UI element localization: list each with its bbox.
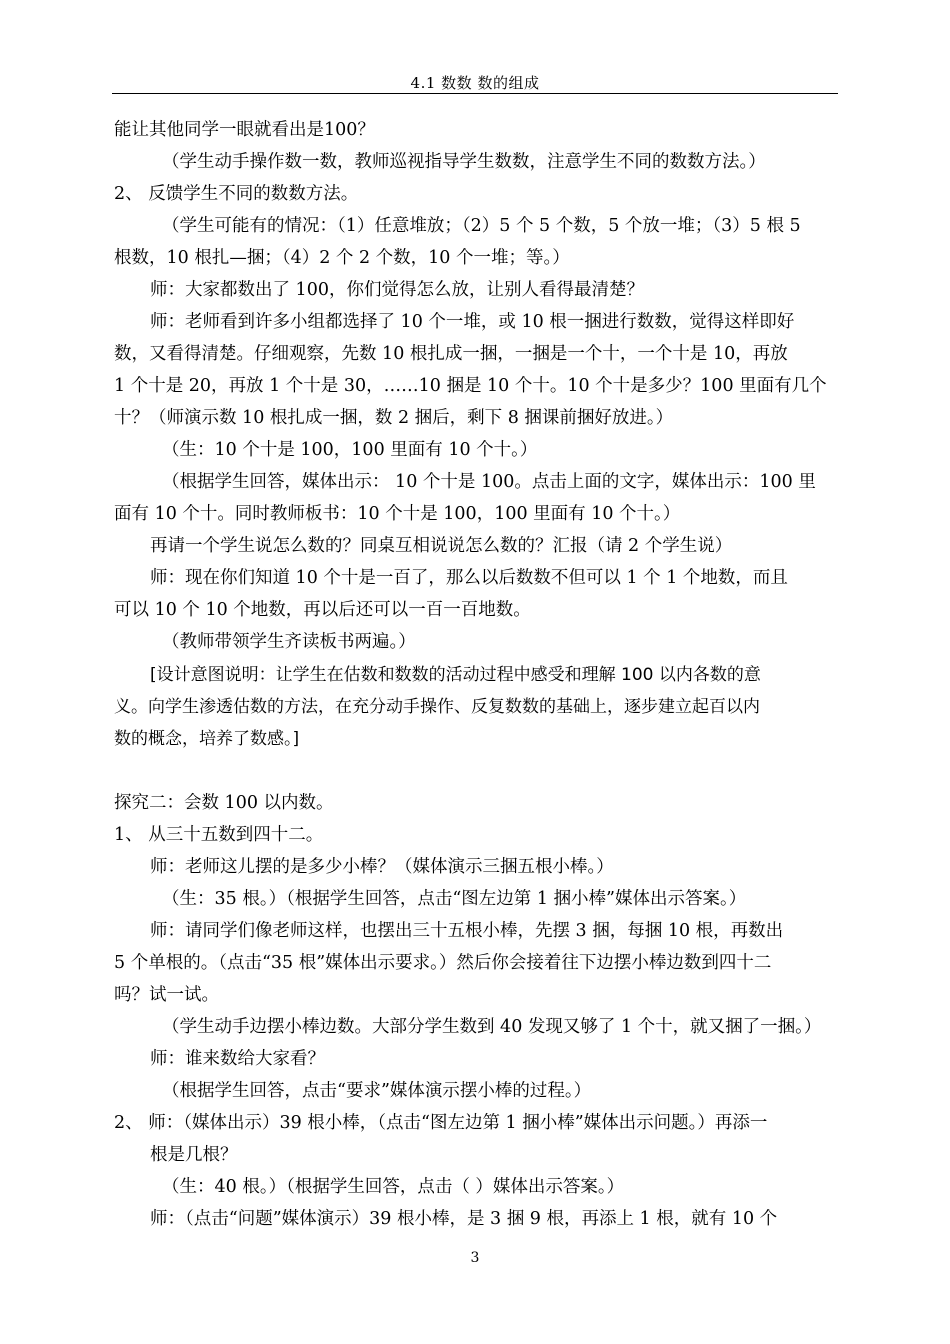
text-line: 师：（点击“问题”媒体演示）39 根小棒，是 3 捆 9 根，再添上 1 根，就有 10 个 xyxy=(150,1209,778,1229)
design-note-line: [设计意图说明：让学生在估数和数数的活动过程中感受和理解 100 以内各数的意 xyxy=(150,665,761,685)
text-line: （根据学生回答，媒体出示： 10 个十是 100。点击上面的文字，媒体出示：100 里 xyxy=(162,472,816,492)
text-line: 数，又看得清楚。仔细观察，先数 10 根扎成一捆，一捆是一个十，一个十是 10，再放 xyxy=(114,344,788,364)
text-line: 师：现在你们知道 10 个十是一百了，那么以后数数不但可以 1 个 1 个地数，而且 xyxy=(150,568,788,588)
text-line: 十？（师演示数 10 根扎成一捆，数 2 捆后，剩下 8 捆课前捆好放进。） xyxy=(114,408,674,428)
page-number: 3 xyxy=(470,1250,480,1266)
section-heading: 探究二：会数 100 以内数。 xyxy=(114,793,334,813)
text-line: 5 个单根的。（点击“35 根”媒体出示要求。）然后你会接着往下边摆小棒边数到四十二 xyxy=(114,953,772,973)
text-line: 1、 从三十五数到四十二。 xyxy=(114,825,324,845)
text-line: 1 个十是 20，再放 1 个十是 30，……10 捆是 10 个十。10 个十是多少？100 里面有几个 xyxy=(114,376,827,396)
text-line: 吗？试一试。 xyxy=(114,985,219,1005)
text-line: （生：40 根。）（根据学生回答，点击（ ）媒体出示答案。） xyxy=(162,1177,625,1197)
text-line: （学生动手操作数一数，教师巡视指导学生数数，注意学生不同的数数方法。） xyxy=(162,152,766,172)
text-line: 师：大家都数出了 100，你们觉得怎么放，让别人看得最清楚？ xyxy=(150,280,644,300)
text-line: 2、 反馈学生不同的数数方法。 xyxy=(114,184,359,204)
text-line: 根数，10 根扎—捆；（4）2 个 2 个数，10 个一堆；等。） xyxy=(114,248,570,268)
design-note-line: 义。向学生渗透估数的方法，在充分动手操作、反复数数的基础上，逐步建立起百以内 xyxy=(114,697,760,717)
design-note-line: 数的概念，培养了数感。] xyxy=(114,729,300,749)
header-title: 4.1 数数 数的组成 xyxy=(410,74,540,92)
text-line: 师：老师看到许多小组都选择了 10 个一堆，或 10 根一捆进行数数，觉得这样即好 xyxy=(150,312,795,332)
text-line: 能让其他同学一眼就看出是100？ xyxy=(114,120,375,140)
text-line: （生：10 个十是 100，100 里面有 10 个十。） xyxy=(162,440,538,460)
text-line: （教师带领学生齐读板书两遍。） xyxy=(162,632,416,652)
text-line: 根是几根？ xyxy=(150,1145,238,1165)
text-line: （根据学生回答，点击“要求”媒体演示摆小棒的过程。） xyxy=(162,1081,592,1101)
text-line: 2、 师：（媒体出示）39 根小棒，（点击“图左边第 1 捆小棒”媒体出示问题。）再添一 xyxy=(114,1113,768,1133)
text-line: （学生可能有的情况：（1）任意堆放；（2）5 个 5 个数，5 个放一堆；（3）5 根 5 xyxy=(162,216,801,236)
text-line: 再请一个学生说怎么数的？同桌互相说说怎么数的？汇报（请 2 个学生说） xyxy=(150,536,733,556)
text-line: 可以 10 个 10 个地数，再以后还可以一百一百地数。 xyxy=(114,600,531,620)
text-line: 师：请同学们像老师这样，也摆出三十五根小棒，先摆 3 捆，每捆 10 根，再数出 xyxy=(150,921,784,941)
header-rule xyxy=(112,93,838,94)
text-line: 师：谁来数给大家看？ xyxy=(150,1049,325,1069)
text-line: 师：老师这儿摆的是多少小棒？（媒体演示三捆五根小棒。） xyxy=(150,857,614,877)
text-line: （生：35 根。）（根据学生回答，点击“图左边第 1 捆小棒”媒体出示答案。） xyxy=(162,889,747,909)
text-line: 面有 10 个十。同时教师板书：10 个十是 100，100 里面有 10 个十。） xyxy=(114,504,681,524)
text-line: （学生动手边摆小棒边数。大部分学生数到 40 发现又够了 1 个十，就又捆了一捆。） xyxy=(162,1017,822,1037)
